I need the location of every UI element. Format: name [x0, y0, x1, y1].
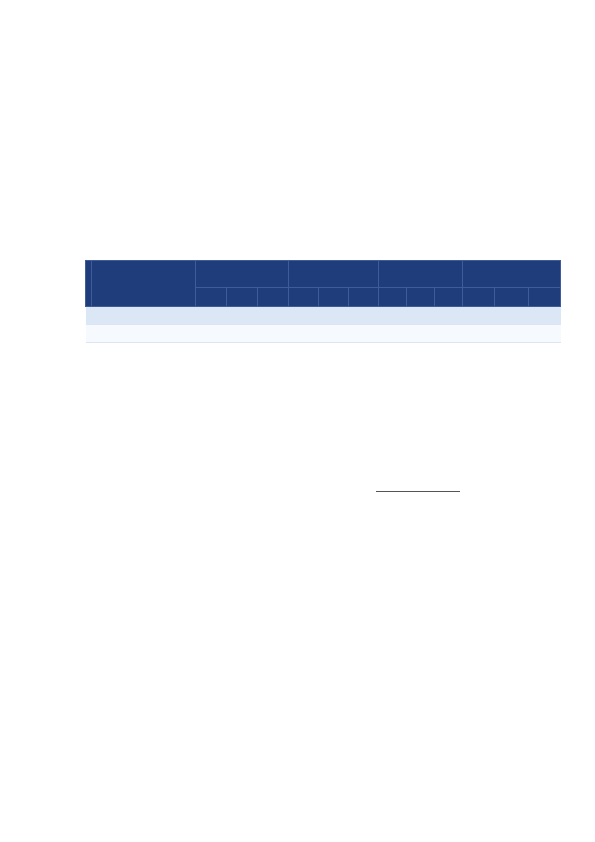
- company-name-cell: [86, 325, 196, 343]
- value-cell: [495, 307, 529, 325]
- header-accepted-premiums: [379, 261, 463, 288]
- subheader-cell: [196, 288, 227, 307]
- value-cell: [319, 325, 349, 343]
- subheader-cell: [435, 288, 463, 307]
- value-cell: [435, 325, 463, 343]
- value-cell: [529, 307, 561, 325]
- value-cell: [289, 325, 319, 343]
- table-body: [86, 307, 561, 343]
- header-ceded-premiums: [289, 261, 379, 288]
- value-cell: [463, 325, 495, 343]
- value-cell: [379, 307, 407, 325]
- value-cell: [289, 307, 319, 325]
- header-total-premiums: [463, 261, 561, 288]
- value-cell: [258, 325, 289, 343]
- table-row: [86, 307, 561, 325]
- subheader-cell: [463, 288, 495, 307]
- subheader-cell: [379, 288, 407, 307]
- subheader-cell: [289, 288, 319, 307]
- company-name-cell: [86, 307, 196, 325]
- subheader-cell: [258, 288, 289, 307]
- insurance-premiums-table-container: [85, 260, 560, 343]
- value-cell: [495, 325, 529, 343]
- value-cell: [407, 307, 435, 325]
- table-row: [86, 325, 561, 343]
- value-cell: [435, 307, 463, 325]
- value-cell: [227, 325, 258, 343]
- value-cell: [349, 325, 379, 343]
- table-underline: [376, 491, 460, 492]
- value-cell: [463, 307, 495, 325]
- subheader-cell: [319, 288, 349, 307]
- value-cell: [379, 325, 407, 343]
- value-cell: [319, 307, 349, 325]
- subheader-cell: [407, 288, 435, 307]
- insurance-premiums-table: [85, 260, 561, 343]
- value-cell: [349, 307, 379, 325]
- value-cell: [258, 307, 289, 325]
- value-cell: [227, 307, 258, 325]
- header-premiums: [196, 261, 289, 288]
- subheader-cell: [349, 288, 379, 307]
- value-cell: [196, 307, 227, 325]
- subheader-cell: [529, 288, 561, 307]
- header-company: [92, 261, 196, 307]
- subheader-cell: [495, 288, 529, 307]
- value-cell: [196, 325, 227, 343]
- value-cell: [529, 325, 561, 343]
- body-paragraph: [85, 514, 555, 536]
- subheader-cell: [227, 288, 258, 307]
- value-cell: [407, 325, 435, 343]
